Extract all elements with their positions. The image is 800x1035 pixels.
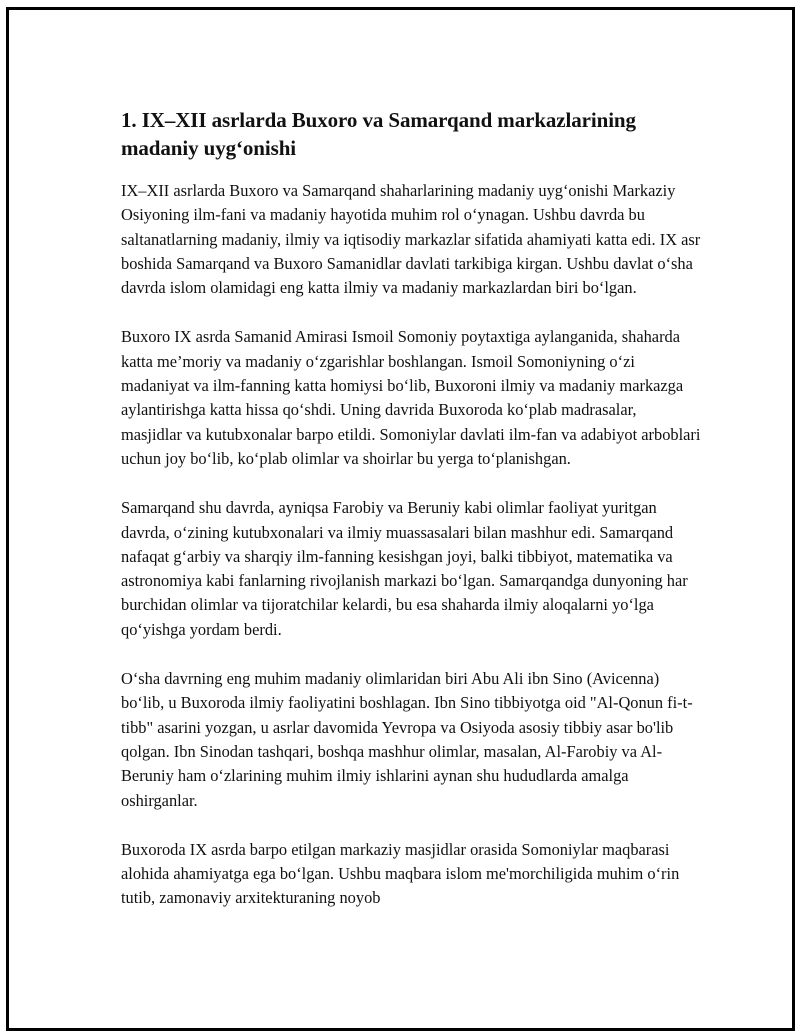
paragraph-3: Samarqand shu davrda, ayniqsa Farobiy va Beruniy kabi olimlar faoliyat yuritgan davrda, o‘zining kutubxonalari va ilmiy muassasalari bilan mashhur edi. Samarqand nafaqat g‘arbiy va sharqiy ilm-fanning kesishgan joyi, balki tibbiyot, matematika va astronomiya kabi fanlarning rivojlanish markazi bo‘lgan. Samarqandga dunyoning har burchidan olimlar va tijoratchilar kelardi, bu esa shaharda ilmiy aloqalarni yo‘lga qo‘yishga yordam berdi.: [121, 498, 688, 639]
paragraph-5: Buxoroda IX asrda barpo etilgan markaziy masjidlar orasida Somoniylar maqbarasi alohida ahamiyatga ega bo‘lgan. Ushbu maqbara islom me'morchiligida muhim o‘rin tutib, zamonaviy arxitekturaning noyob: [121, 839, 680, 908]
section-heading: 1. IX–XII asrlarda Buxoro va Samarqand markazlarining madaniy uyg‘onishi: [121, 108, 636, 160]
page-frame: [6, 7, 795, 1031]
paragraph-4: O‘sha davrning eng muhim madaniy olimlaridan biri Abu Ali ibn Sino (Avicenna) bo‘lib, u Buxoroda ilmiy faoliyatini boshlagan. Ibn Sino tibbiyotga oid "Al-Qonun fi-t-tibb" asarini yozgan, u asrlar davomida Yevropa va Osiyoda asosiy tibbiy asar bo'lib qolgan. Ibn Sinodan tashqari, boshqa mashhur olimlar, masalan, Al-Farobiy va Al-Beruniy ham o‘zlarining muhim ilmiy ishlarini aynan shu hududlarda amalga oshirganlar.: [121, 669, 693, 810]
document-body: [121, 106, 701, 936]
paragraph-2: Buxoro IX asrda Samanid Amirasi Ismoil Somoniy poytaxtiga aylanganida, shaharda katta me’moriy va madaniy o‘zgarishlar boshlangan. Ismoil Somoniyning o‘zi madaniyat va ilm-fanning katta homiysi bo‘lib, Buxoroni ilmiy va madaniy markazga aylantirishga katta hissa qo‘shdi. Uning davrida Buxoroda ko‘plab madrasalar, masjidlar va kutubxonalar barpo etildi. Somoniylar davlati ilm-fan va adabiyot arboblari uchun joy bo‘lib, ko‘plab olimlar va shoirlar bu yerga to‘planishgan.: [121, 327, 701, 468]
paragraph-1: IX–XII asrlarda Buxoro va Samarqand shaharlarining madaniy uyg‘onishi Markaziy Osiyoning ilm-fani va madaniy hayotida muhim rol o‘ynagan. Ushbu davrda bu saltanatlarning madaniy, ilmiy va iqtisodiy markazlar sifatida ahamiyati katta edi. IX asr boshida Samarqand va Buxoro Samanidlar davlati tarkibiga kirgan. Ushbu davlat o‘sha davrda islom olamidagi eng katta ilmiy va madaniy markazlardan biri bo‘lgan.: [121, 181, 701, 298]
